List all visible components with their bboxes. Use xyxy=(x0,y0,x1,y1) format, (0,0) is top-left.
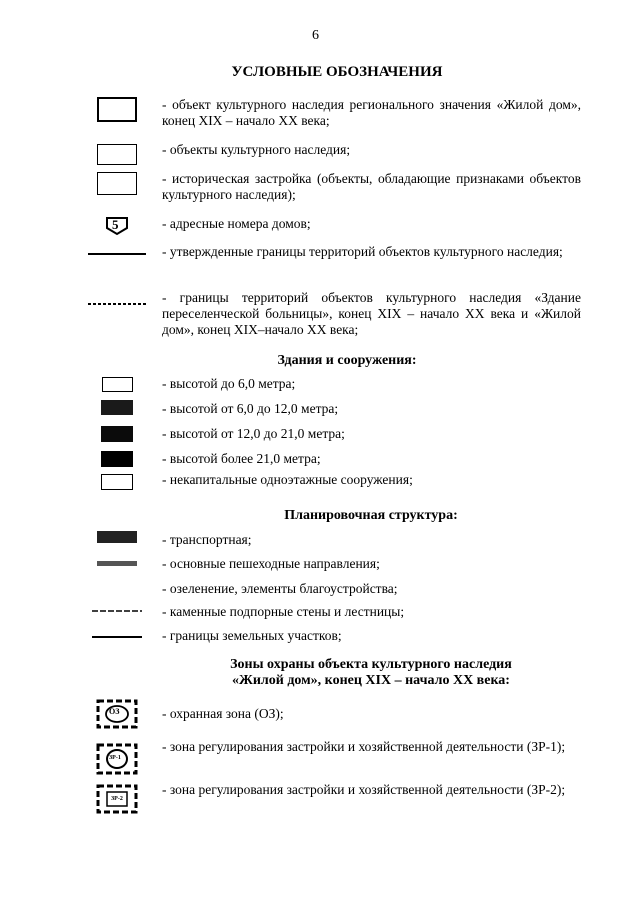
planning-heading: Планировочная структура: xyxy=(284,508,458,523)
zone-regulation-2: - зона регулирования застройки и хозяйственной деятельности (ЗР-2); xyxy=(162,782,566,797)
building-height-up-to-6: - высотой до 6,0 метра; xyxy=(162,376,296,391)
symbol-temporary-structures-box xyxy=(101,474,133,490)
legend-house-numbers: - адресные номера домов; xyxy=(162,216,311,231)
legend-approved-boundaries: - утвержденные границы территорий объектов культурного наследия; xyxy=(162,244,563,259)
page-number: 6 xyxy=(312,28,319,43)
planning-pedestrian: - основные пешеходные направления; xyxy=(162,556,380,571)
symbol-height-6-12-fill xyxy=(101,400,133,415)
zone-regulation-1: - зона регулирования застройки и хозяйственной деятельности (ЗР-1); xyxy=(162,739,566,754)
symbol-dotted-boundary-line xyxy=(88,302,146,306)
zones-heading-line2: «Жилой дом», конец XIX – начало XX века: xyxy=(232,673,510,688)
building-temporary: - некапитальные одноэтажные сооружения; xyxy=(162,472,413,487)
page-title: УСЛОВНЫЕ ОБОЗНАЧЕНИЯ xyxy=(231,64,443,80)
symbol-historic-buildings-box xyxy=(97,172,137,195)
building-height-6-12: - высотой от 6,0 до 12,0 метра; xyxy=(162,401,339,416)
legend-heritage-objects: - объекты культурного наследия; xyxy=(162,142,351,157)
symbol-transport-fill xyxy=(97,531,137,543)
regulation-zone-1-icon-text: ЗР-1 xyxy=(109,755,121,761)
zones-heading-line1: Зоны охраны объекта культурного наследия xyxy=(230,657,512,672)
building-height-over-21: - высотой более 21,0 метра; xyxy=(162,451,321,466)
symbol-heritage-objects-box xyxy=(97,144,137,165)
legend-regional-heritage: - объект культурного наследия регионального значения «Жилой дом», конец XIX – начало XX века; xyxy=(162,97,581,128)
symbol-approved-boundary-line xyxy=(88,253,146,255)
symbol-height-12-21-fill xyxy=(101,426,133,442)
planning-land-plots: - границы земельных участков; xyxy=(162,628,342,643)
regulation-zone-2-icon-text: ЗР-2 xyxy=(111,796,123,802)
zone-protection: - охранная зона (ОЗ); xyxy=(162,706,284,721)
symbol-retaining-walls-line xyxy=(92,609,142,613)
legend-hospital-boundaries: - границы территорий объектов культурного наследия «Здание переселенческой больницы», конец XIX – начало XX века и «Жилой дом», конец XIX–начало XX века; xyxy=(162,290,581,337)
planning-retaining-walls: - каменные подпорные стены и лестницы; xyxy=(162,604,405,619)
planning-transport: - транспортная; xyxy=(162,532,252,547)
planning-greenery: - озеленение, элементы благоустройства; xyxy=(162,581,398,596)
symbol-height-21-plus-fill xyxy=(101,451,133,467)
house-number-icon-text: 5 xyxy=(112,217,119,232)
buildings-heading: Здания и сооружения: xyxy=(277,353,417,368)
symbol-pedestrian-line xyxy=(97,561,137,566)
legend-historic-buildings: - историческая застройка (объекты, обладающие признаками объектов культурного наследия); xyxy=(162,171,581,202)
symbol-height-6-box xyxy=(102,377,133,392)
building-height-12-21: - высотой от 12,0 до 21,0 метра; xyxy=(162,426,345,441)
protection-zone-icon-text: ОЗ xyxy=(109,707,120,716)
symbol-land-plot-line xyxy=(92,636,142,638)
symbol-regional-heritage-box xyxy=(97,97,137,122)
